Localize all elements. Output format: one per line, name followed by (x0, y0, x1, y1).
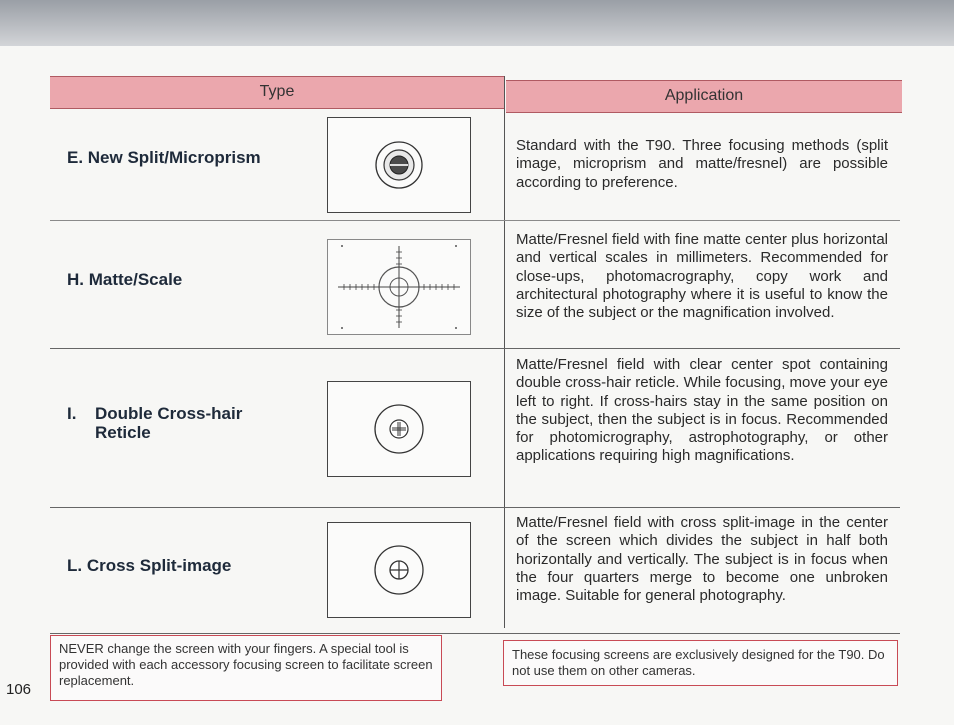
application-header: Application (506, 80, 902, 113)
screen-l-frame (327, 522, 471, 618)
type-label-l: L. Cross Split-image (67, 556, 232, 575)
description-i: Matte/Fresnel field with clear center spot containing double cross-hair reticle. While focusing, move your eye left to right. If cross-hairs stay in the same position on the subject, then the subject is in focus. Recommended for photomicrography, astrophotography, or other applications requiring high magnifications. (516, 356, 888, 465)
cross-split-icon (328, 523, 470, 617)
top-band (0, 0, 954, 46)
type-label-i-line2: Reticle (95, 423, 151, 442)
type-label-i-line1: Double Cross-hair (95, 404, 243, 423)
type-label-i-number: I. (67, 404, 77, 423)
description-l: Matte/Fresnel field with cross split-image in the center of the screen which divides the subject in half both horizontally and vertically. The subject is in focus when the four quarters merge to become one unbroken image. Suitable for general photography. (516, 514, 888, 605)
description-h: Matte/Fresnel field with fine matte center plus horizontal and vertical scales in millimeters. Recommended for close-ups, photomacrography, copy work and architectural photography where it is useful to know the size of the subject or the magnification involved. (516, 231, 888, 322)
description-e: Standard with the T90. Three focusing methods (split image, microprism and matte/fresnel) are possible according to preference. (516, 137, 888, 191)
matte-scale-icon (328, 240, 470, 334)
screen-i-frame (327, 381, 471, 477)
type-header: Type (50, 76, 504, 109)
double-crosshair-icon (328, 382, 470, 476)
row-divider (50, 507, 900, 508)
type-label-h: H. Matte/Scale (67, 270, 183, 289)
note-right: These focusing screens are exclusively designed for the T90. Do not use them on other cameras. (503, 640, 898, 686)
type-label-e: E. New Split/Microprism (67, 148, 261, 167)
page-number: 106 (6, 681, 32, 698)
row-divider (50, 348, 900, 349)
column-divider (504, 76, 505, 628)
row-divider (50, 633, 900, 634)
split-microprism-icon (328, 118, 470, 212)
type-label-i (67, 404, 242, 442)
row-divider (50, 220, 900, 221)
screen-e-frame (327, 117, 471, 213)
screen-h-frame (327, 239, 471, 335)
note-left: NEVER change the screen with your fingers. A special tool is provided with each accessory focusing screen to facilitate screen replacement. (50, 635, 442, 701)
